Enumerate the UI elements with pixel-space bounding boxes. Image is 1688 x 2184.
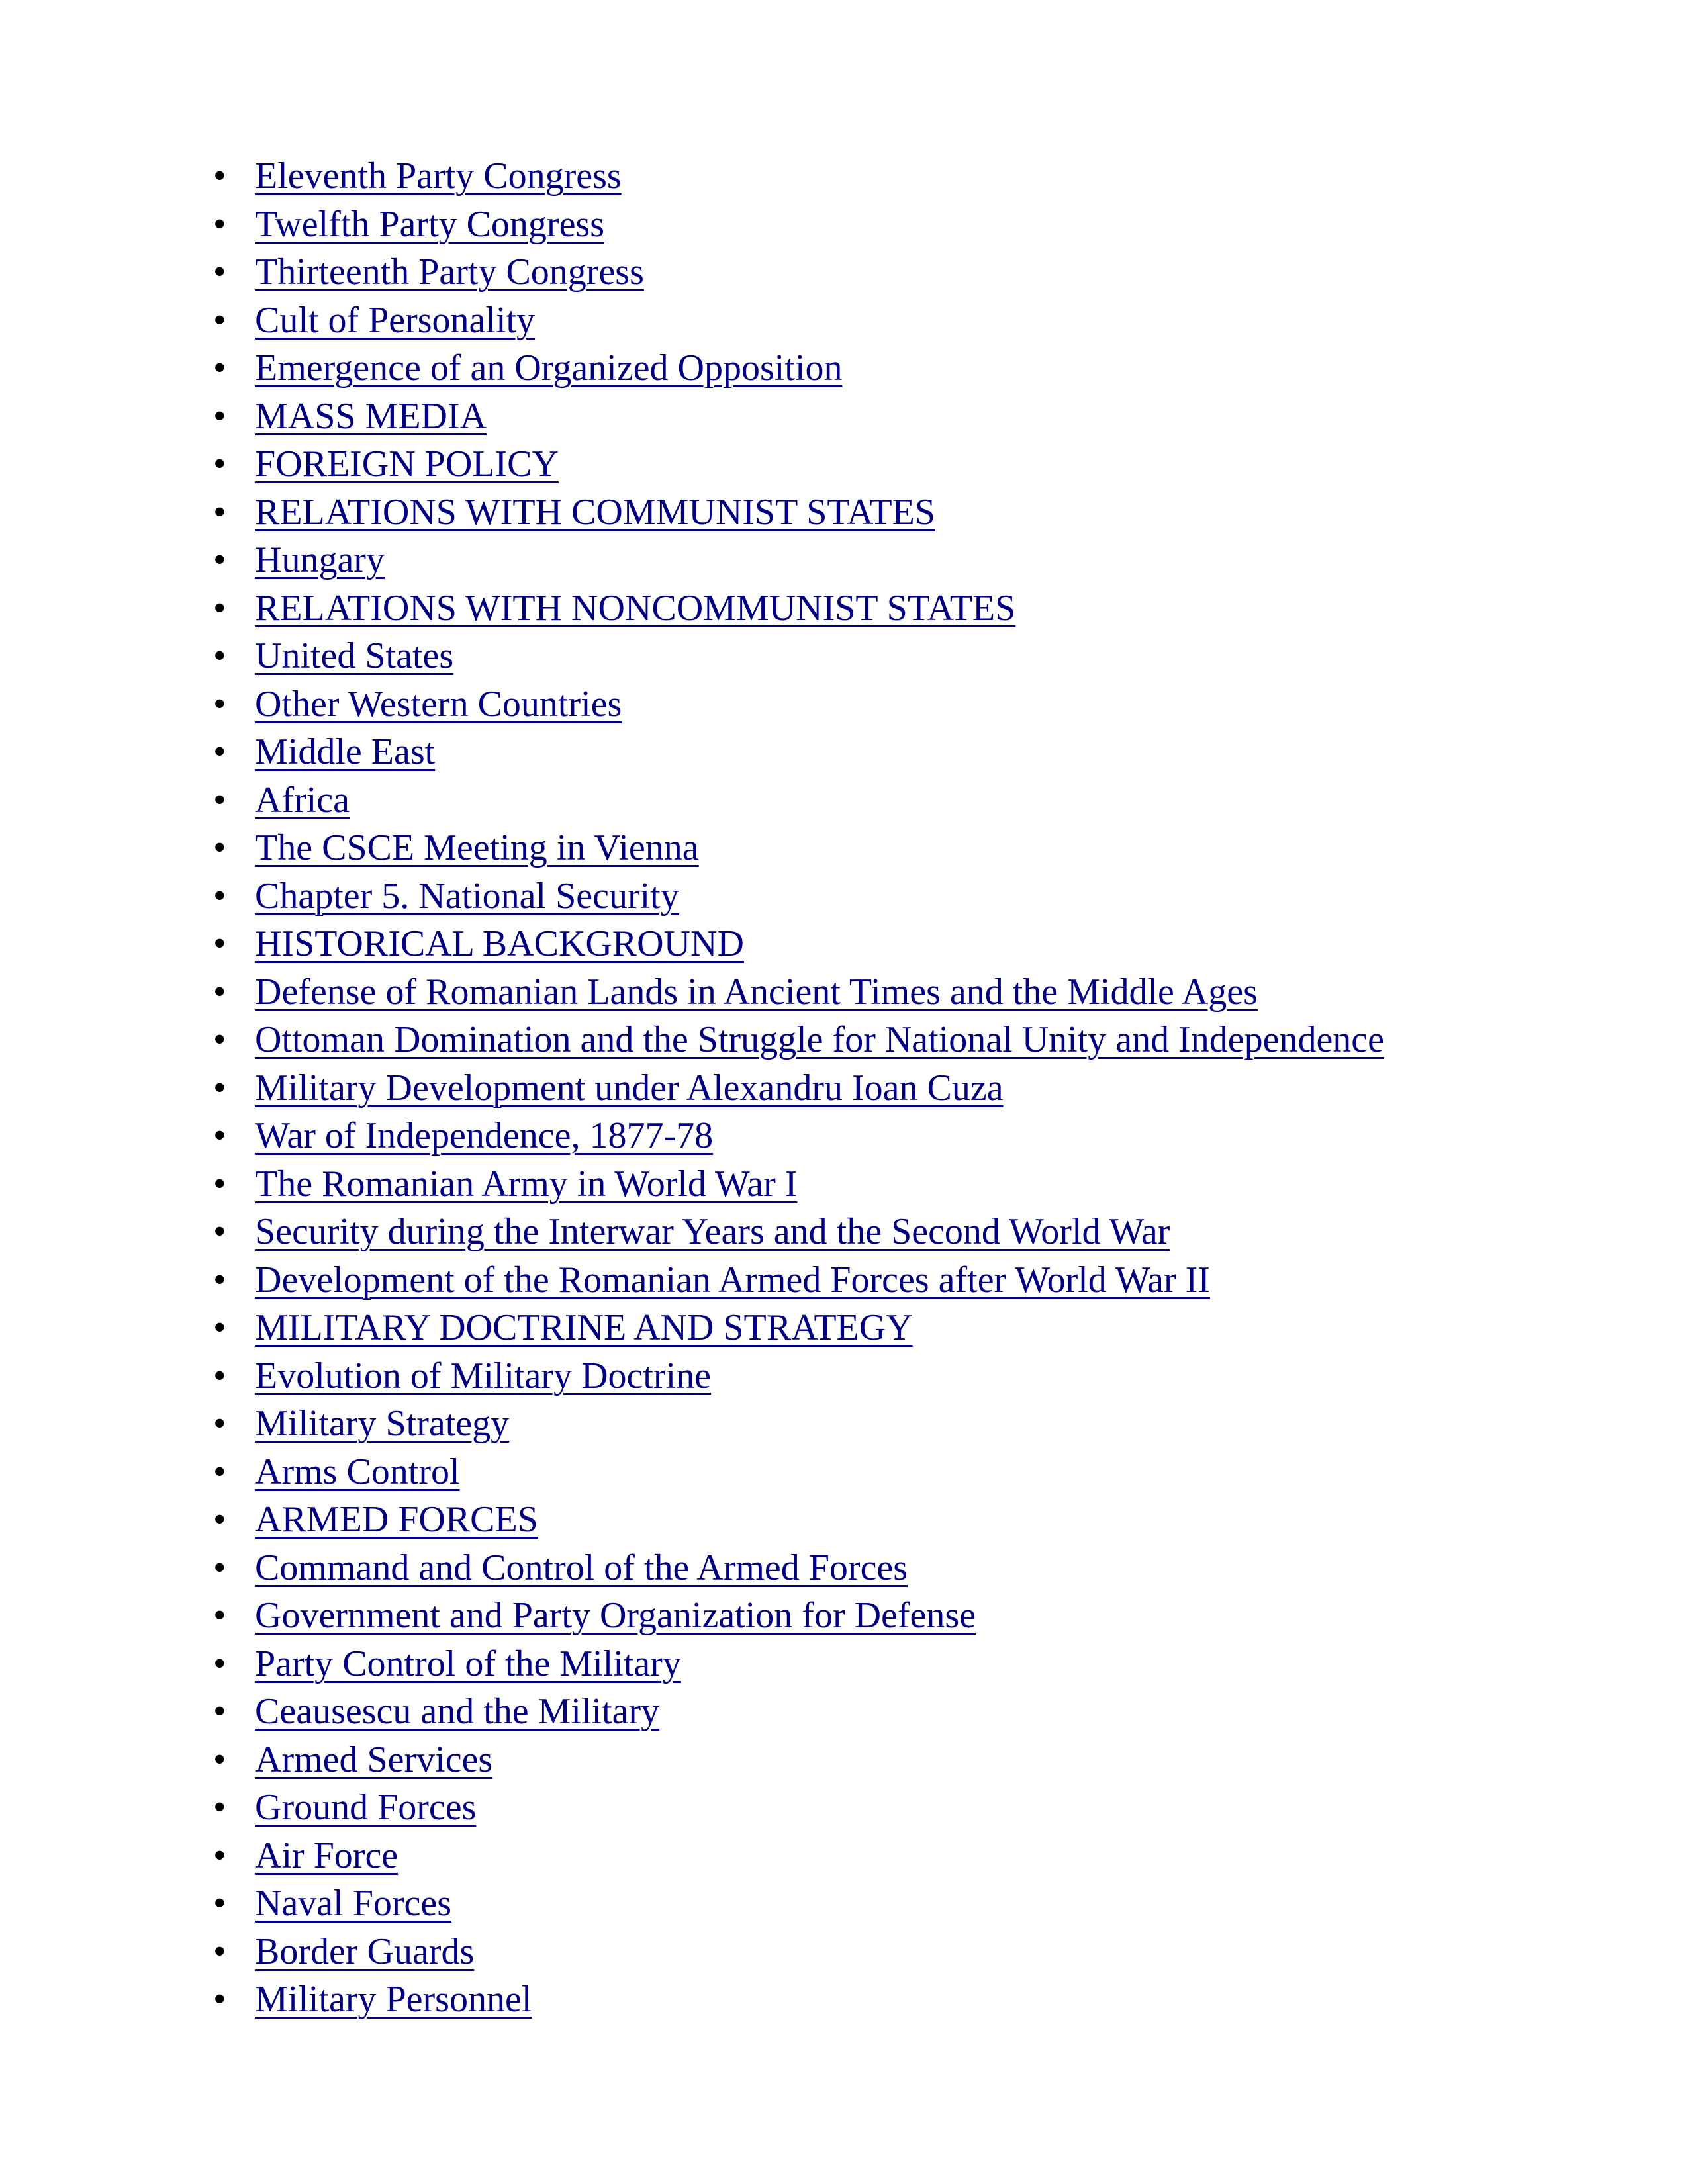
bullet-icon: •: [213, 1883, 226, 1924]
list-item: [0, 1352, 1688, 1400]
list-item: [0, 344, 1688, 392]
toc-link[interactable]: Ottoman Domination and the Struggle for National Unity and Independence: [255, 1019, 1385, 1060]
list-item: [0, 1208, 1688, 1256]
bullet-icon: •: [213, 395, 226, 437]
bullet-icon: •: [213, 827, 226, 868]
bullet-icon: •: [213, 347, 226, 388]
bullet-icon: •: [213, 1691, 226, 1732]
toc-link[interactable]: Emergence of an Organized Opposition: [255, 347, 843, 388]
list-item: [0, 728, 1688, 776]
toc-link[interactable]: Hungary: [255, 539, 385, 580]
table-of-contents: [0, 152, 1688, 2024]
list-item: [0, 201, 1688, 249]
bullet-icon: •: [213, 731, 226, 772]
list-item: [0, 1256, 1688, 1304]
list-item: [0, 1880, 1688, 1928]
list-item: [0, 1016, 1688, 1064]
bullet-icon: •: [213, 1931, 226, 1972]
bullet-icon: •: [213, 1403, 226, 1444]
toc-link[interactable]: Eleventh Party Congress: [255, 156, 622, 197]
bullet-icon: •: [213, 587, 226, 629]
list-item: [0, 1448, 1688, 1496]
list-item: [0, 1496, 1688, 1544]
list-item: [0, 584, 1688, 633]
toc-link[interactable]: Other Western Countries: [255, 683, 622, 725]
bullet-icon: •: [213, 923, 226, 964]
toc-link[interactable]: Air Force: [255, 1835, 399, 1876]
toc-link[interactable]: Command and Control of the Armed Forces: [255, 1547, 908, 1588]
list-item: [0, 248, 1688, 296]
list-item: [0, 1400, 1688, 1448]
list-item: [0, 536, 1688, 584]
toc-link[interactable]: MILITARY DOCTRINE AND STRATEGY: [255, 1307, 913, 1348]
bullet-icon: •: [213, 1499, 226, 1540]
list-item: [0, 1928, 1688, 1976]
bullet-icon: •: [213, 875, 226, 917]
bullet-icon: •: [213, 299, 226, 341]
list-item: [0, 152, 1688, 201]
toc-link[interactable]: United States: [255, 635, 454, 676]
toc-link[interactable]: Thirteenth Party Congress: [255, 251, 644, 293]
toc-link[interactable]: The CSCE Meeting in Vienna: [255, 827, 699, 868]
toc-link[interactable]: Evolution of Military Doctrine: [255, 1355, 711, 1396]
toc-link[interactable]: The Romanian Army in World War I: [255, 1163, 798, 1205]
bullet-icon: •: [213, 1643, 226, 1684]
toc-link[interactable]: War of Independence, 1877-78: [255, 1115, 714, 1156]
list-item: [0, 632, 1688, 680]
bullet-icon: •: [213, 1451, 226, 1492]
bullet-icon: •: [213, 1019, 226, 1060]
toc-link[interactable]: Middle East: [255, 731, 436, 772]
toc-link[interactable]: Ceausescu and the Military: [255, 1691, 660, 1732]
bullet-icon: •: [213, 539, 226, 580]
list-item: [0, 1160, 1688, 1208]
bullet-icon: •: [213, 203, 226, 245]
toc-link[interactable]: Military Strategy: [255, 1403, 510, 1444]
toc-link[interactable]: Armed Services: [255, 1739, 493, 1780]
bullet-icon: •: [213, 1115, 226, 1156]
list-item: [0, 1544, 1688, 1592]
toc-link[interactable]: Defense of Romanian Lands in Ancient Times and the Middle Ages: [255, 971, 1258, 1013]
bullet-icon: •: [213, 635, 226, 676]
bullet-icon: •: [213, 1163, 226, 1205]
bullet-icon: •: [213, 1211, 226, 1252]
list-item: [0, 824, 1688, 872]
toc-link[interactable]: Chapter 5. National Security: [255, 875, 679, 917]
bullet-icon: •: [213, 971, 226, 1013]
list-item: [0, 296, 1688, 345]
bullet-icon: •: [213, 683, 226, 725]
bullet-icon: •: [213, 1739, 226, 1780]
list-item: [0, 680, 1688, 729]
toc-link[interactable]: Ground Forces: [255, 1787, 477, 1828]
bullet-icon: •: [213, 779, 226, 821]
list-item: [0, 920, 1688, 968]
list-item: [0, 1736, 1688, 1784]
list-item: [0, 1640, 1688, 1688]
bullet-icon: •: [213, 1979, 226, 2020]
toc-link[interactable]: Cult of Personality: [255, 299, 536, 341]
bullet-icon: •: [213, 1259, 226, 1300]
toc-link[interactable]: Security during the Interwar Years and the Second World War: [255, 1211, 1170, 1252]
bullet-icon: •: [213, 156, 226, 197]
toc-link[interactable]: FOREIGN POLICY: [255, 443, 559, 484]
list-item: [0, 392, 1688, 441]
list-item: [0, 1304, 1688, 1352]
bullet-icon: •: [213, 1547, 226, 1588]
bullet-icon: •: [213, 1595, 226, 1636]
list-item: [0, 968, 1688, 1017]
bullet-icon: •: [213, 491, 226, 533]
toc-link[interactable]: Military Personnel: [255, 1979, 532, 2020]
list-item: [0, 1688, 1688, 1736]
toc-link[interactable]: RELATIONS WITH NONCOMMUNIST STATES: [255, 587, 1016, 629]
toc-link[interactable]: Twelfth Party Congress: [255, 203, 605, 245]
toc-link[interactable]: Government and Party Organization for Defense: [255, 1595, 976, 1636]
bullet-icon: •: [213, 251, 226, 293]
toc-link[interactable]: Arms Control: [255, 1451, 460, 1492]
list-item: [0, 776, 1688, 825]
toc-link[interactable]: Africa: [255, 779, 350, 821]
bullet-icon: •: [213, 1787, 226, 1828]
bullet-icon: •: [213, 1067, 226, 1109]
bullet-icon: •: [213, 1835, 226, 1876]
toc-link[interactable]: Naval Forces: [255, 1883, 452, 1924]
toc-link[interactable]: Party Control of the Military: [255, 1643, 681, 1684]
toc-link[interactable]: Military Development under Alexandru Ioan Cuza: [255, 1067, 1004, 1109]
toc-link[interactable]: ARMED FORCES: [255, 1499, 538, 1540]
bullet-icon: •: [213, 443, 226, 484]
toc-link[interactable]: Border Guards: [255, 1931, 475, 1972]
list-item: [0, 872, 1688, 921]
toc-link[interactable]: HISTORICAL BACKGROUND: [255, 923, 744, 964]
list-item: [0, 1112, 1688, 1160]
toc-link[interactable]: MASS MEDIA: [255, 395, 487, 437]
bullet-icon: •: [213, 1307, 226, 1348]
list-item: [0, 1976, 1688, 2024]
list-item: [0, 1784, 1688, 1832]
toc-link[interactable]: Development of the Romanian Armed Forces after World War II: [255, 1259, 1210, 1300]
list-item: [0, 488, 1688, 537]
toc-link[interactable]: RELATIONS WITH COMMUNIST STATES: [255, 491, 935, 533]
bullet-icon: •: [213, 1355, 226, 1396]
list-item: [0, 440, 1688, 488]
list-item: [0, 1832, 1688, 1880]
list-item: [0, 1592, 1688, 1640]
list-item: [0, 1064, 1688, 1113]
